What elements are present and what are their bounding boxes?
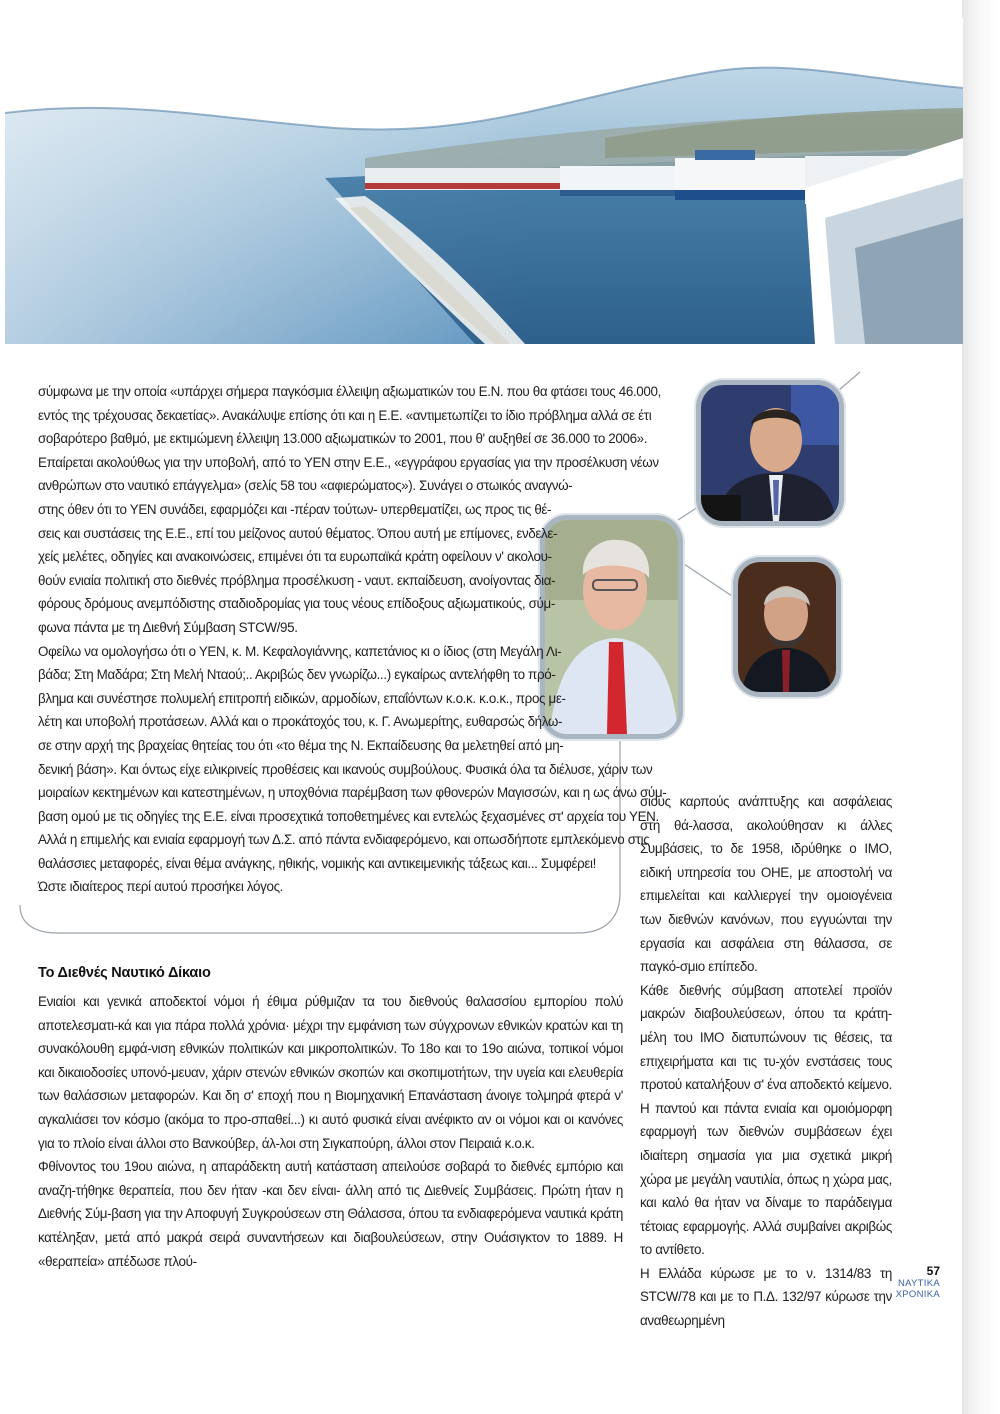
scan-edge-shadow <box>962 0 1000 1414</box>
text-line: βάδα; Στη Μαδάρα; Στη Μελή Νταού;.. Ακριβώς δεν γνωρίζω...) εγκαίρως αντελήφθη το πρό- <box>38 667 556 683</box>
portrait-photo-man-dark-suit <box>738 562 836 692</box>
page-number: 57 <box>926 1264 940 1278</box>
magazine-name-line2: ΧΡΟΝΙΚΑ <box>895 1289 940 1300</box>
text-line: μοιραίων κεκτημένων και κατεστημένων, η υποχθόνια παρέμβαση των φθονερών Μαγισσών, και η ως άνω σύμ- <box>38 785 667 801</box>
text-line: φωνα πάντα με τη Διεθνή Σύμβαση STCW/95. <box>38 619 298 635</box>
text-line: σοβαρότερο βαθμό, με εκτιμώμενη έλλειψη 13.000 αξιωματικών το 2001, που θ' αυξηθεί σε 36.000 το 2006». <box>38 431 648 447</box>
body-text-left <box>38 990 623 1273</box>
text-line: χείς μελέτες, οδηγίες και ανακοινώσεις, επιμένει ότι τα ευρωπαϊκά κράτη οφείλουν ν' ακολου- <box>38 549 552 565</box>
text-line: δενική βάση». Και όντως είχε ειλικρινείς προθέσεις και ικανούς συμβούλους. Φυσικά όλα τα διέλυσε, χάριν των <box>38 761 653 777</box>
paragraph: Φθίνοντος του 19ου αιώνα, η απαράδεκτη αυτή κατάσταση απειλούσε σοβαρά το διεθνές εμπόριο και αναζη-τήθηκε θεραπεία, που δεν ήταν -και δεν είναι- άλλη από τις Διεθνείς Συμβάσεις. Πρώτη ήταν η Διεθνής Σύμ-βαση για την Αποφυγή Συγκρούσεων στη Θάλασσα, όπου τα ενδιαφερόμενα ναυτικά κράτη κατέληξαν, μετά από μακρά σειρά συναντήσεων και διαβουλεύσεων, στην Ουάσιγκτον το 1889. Η «θεραπεία» απέδωσε πλού- <box>38 1159 623 1269</box>
paragraph: σιους καρπούς ανάπτυξης και ασφάλειας στη θά-λασσα, ακολούθησαν κι άλλες Συμβάσεις, το δε 1958, ιδρύθηκε ο ΙΜΟ, ειδική υπηρεσία του ΟΗΕ, με αποστολή να επιμελείται και καλλιεργεί την ομοιογένεια των διεθνών κανόνων, που εγγυώνται την εργασία και ασφάλεια στη θάλασσα, σε παγκό-σμιο επίπεδο. <box>640 794 892 975</box>
text-line: Οφείλω να ομολογήσω ότι ο ΥΕΝ, κ. Μ. Κεφαλογιάννης, καπετάνιος κι ο ίδιος (στη Μεγάλη Λι- <box>38 643 562 659</box>
body-text-right <box>640 790 892 1333</box>
text-line: βαση ομού με τις οδηγίες της Ε.Ε. είναι προσεχτικά τοποθετημένες και εντελώς ξεχασμένες στ' αρχεία του ΥΕΝ. <box>38 808 659 824</box>
magazine-name-line1: ΝΑΥΤΙΚΑ <box>897 1278 940 1289</box>
paragraph: Κάθε διεθνής σύμβαση αποτελεί προϊόν μακρών διαβουλεύσεων, όπου τα κράτη-μέλη του ΙΜΟ διατυπώνουν τις θέσεις, τα επιχειρήματα και τις τυ-χόν ενστάσεις τους προτού καταλήξουν σ' ένα αποδεκτό κείμενο. Η παντού και πάντα ενιαία και ομοιόμορφη εφαρμογή των διεθνών συμβάσεων έχει ιδιαίτερη σημασία για μια σχετικά μικρή χώρα με μεγάλη ναυτιλία, όπως η χώρα μας, και καλό θα ήταν να δίναμε το παράδειγμα τέτοιας εφαρμογής. Αλλά συμβαίνει ακριβώς το αντίθετο. <box>640 982 892 1258</box>
paragraph: Ενιαίοι και γενικά αποδεκτοί νόμοι ή έθιμα ρύθμιζαν τα του διεθνούς θαλασσίου εμπορίου πολύ αποτελεσματι-κά και για πάρα πολλά χρόνια· μέχρι την εμφάνιση των σύγχρονων εθνικών κρατών και τη συνακόλουθη εμφά-νιση εθνικών πολιτικών και μικροπολιτικών. Το 18ο και το 19ο αιώνα, τοπικοί νόμοι και δικαιοδοσίες υπονό-μευαν, χάριν στενών εθνικών σκοπών και σκοπιμοτήτων, την υγεία και ελευθερία των θαλάσσιων μεταφορών. Και δη σ' εποχή που η Βιομηχανική Επανάσταση άνοιγε τολμηρά φτερά ν' αγκαλιάσει τον κόσμο (ακόμα το προ-σπαθεί...) κι αυτό φυσικά είναι ανέφικτο αν οι νόμοι και οι κανόνες για το πλοίο είναι άλλοι στο Βανκούβερ, άλ-λοι στη Σιγκαπούρη, άλλοι στον Πειραιά κ.ο.κ. <box>38 994 623 1151</box>
text-line: θαλάσσιες μεταφορές, είναι θέμα ανάγκης, ηθικής, νομικής και αντικειμενικής τάξεως και... Συμφέρει! <box>38 855 596 871</box>
text-line: σε στην αρχή της βραχείας θητείας του ότι «το θέμα της Ν. Εκπαίδευσης θα μελετηθεί από μη- <box>38 737 564 753</box>
text-line: εντός της τρέχουσας δεκαετίας». Ανακάλυψε επίσης ότι και η Ε.Ε. «αντιμετωπίζει το ίδιο πρόβλημα αλλά σε έτι <box>38 407 652 423</box>
text-line: Επαίρεται ακολούθως για την υποβολή, από το ΥΕΝ στην Ε.Ε., «εγγράφου εργασίας για την προσέλκυση νέων <box>38 454 659 470</box>
text-line: βλημα και συνέστησε πολυμελή επιτροπή ειδικών, αρμοδίων, επαΐόντων κ.ο.κ. κ.ο.κ., προς με- <box>38 690 566 706</box>
text-line: ανθρώπων στο ναυτικό επάγγελμα» (σελίς 58 του «αφιερώματος»). Συνάγει ο στωικός αναγνώ- <box>38 478 573 494</box>
harbor-header-image <box>5 18 963 344</box>
paragraph: Η Ελλάδα κύρωσε με το ν. 1314/83 τη STCW/78 και με το Π.Δ. 132/97 κύρωσε την αναθεωρημένη <box>640 1265 892 1329</box>
text-line: λέτη και υποβολή προτάσεων. Αλλά και ο προκάτοχός του, κ. Γ. Ανωμερίτης, ευθαρσώς δήλω- <box>38 714 563 730</box>
text-line: στης όθεν ότι το ΥΕΝ συνάδει, εφαρμόζει και -πέραν τούτων- υπερθεματίζει, ως προς τις θέ- <box>38 501 552 517</box>
text-line: σεις και συστάσεις της Ε.Ε., επί του μείζονος αυτού θέματος. Όπου αυτή με επίμονες, ενδελε- <box>38 525 558 541</box>
text-line: Ώστε ιδιαίτερος περί αυτού προσήκει λόγος. <box>38 879 284 895</box>
text-line: θούν ενιαία πολιτική στο διεθνές πρόβλημα προσέλκυση - ναυτ. εκπαίδευση, ανοίγοντας δια- <box>38 572 556 588</box>
intro-text-block <box>38 380 667 899</box>
text-line: σύμφωνα με την οποία «υπάρχει σήμερα παγκόσμια έλλειψη αξιωματικών του Ε.Ν. που θα φτάσει τους 46.000, <box>38 384 661 399</box>
text-line: Αλλά η επιμελής και ενιαία εφαρμογή των Δ.Σ. από πάντα ενδιαφερόμενο, και οπωσδήποτε εμπλεκόμενο στις <box>38 832 650 848</box>
section-heading: Το Διεθνές Ναυτικό Δίκαιο <box>38 965 211 981</box>
page-folio <box>870 1264 940 1300</box>
portrait-photo-man-in-suit <box>701 385 839 521</box>
text-line: φόρους δρόμους ανεμπόδιστης σταδιοδρομίας για τους νέους επίδοξους αξιωματικούς, σύμ- <box>38 596 555 612</box>
